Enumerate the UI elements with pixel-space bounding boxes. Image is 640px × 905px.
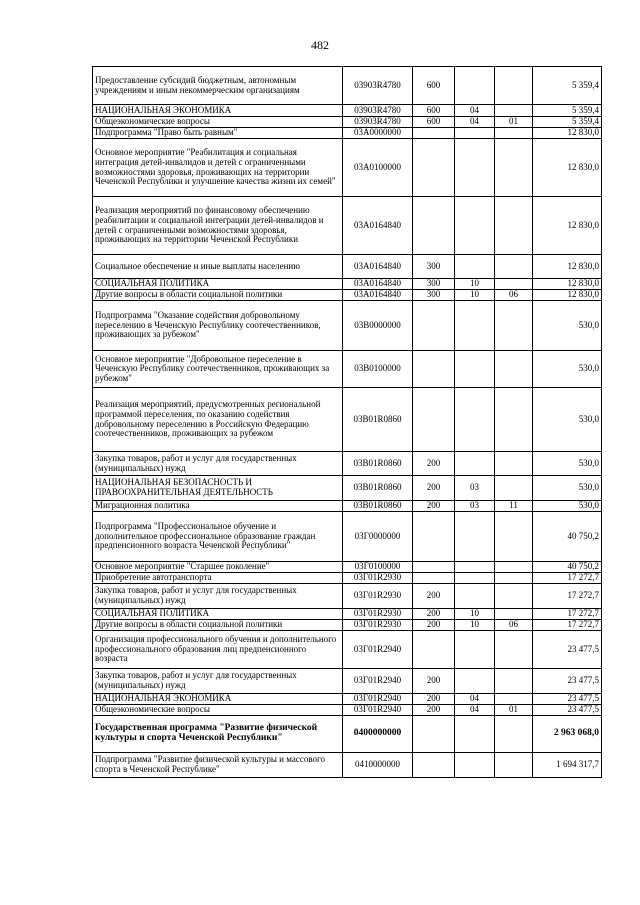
- row-name: Основное мероприятие "Добровольное переселение в Чеченскую Республику соотечественников, проживающих за рубежом": [93, 351, 343, 388]
- row-section: [455, 67, 495, 105]
- row-expense-type: 200: [413, 452, 455, 476]
- table-row: [93, 67, 602, 105]
- table-row: [93, 117, 602, 128]
- row-code: 03А0100000: [343, 139, 413, 197]
- row-code: 03Г0000000: [343, 512, 413, 562]
- row-section: [455, 255, 495, 279]
- row-section: 04: [455, 694, 495, 705]
- row-amount: 12 830,0: [533, 128, 602, 139]
- row-code: 03Г01R2930: [343, 620, 413, 631]
- row-name: Основное мероприятие "Реабилитация и социальная интеграция детей-инвалидов и детей с ограниченными возможностями здоровья, проживающих на территории Чеченской Республики и улучшение качества жизни их семей": [93, 139, 343, 197]
- row-expense-type: 300: [413, 290, 455, 301]
- row-code: 03Г0100000: [343, 562, 413, 573]
- row-section: [455, 573, 495, 584]
- row-subsection: [495, 452, 533, 476]
- row-section: [455, 197, 495, 255]
- row-amount: 2 963 068,0: [533, 716, 602, 753]
- row-section: [455, 512, 495, 562]
- row-expense-type: [413, 512, 455, 562]
- row-subsection: 06: [495, 290, 533, 301]
- row-expense-type: 200: [413, 584, 455, 609]
- row-expense-type: [413, 573, 455, 584]
- table-row: [93, 351, 602, 388]
- row-expense-type: [413, 388, 455, 452]
- row-section: [455, 669, 495, 694]
- row-name: Основное мероприятие "Старшее поколение": [93, 562, 343, 573]
- table-row: [93, 128, 602, 139]
- row-section: [455, 128, 495, 139]
- row-subsection: [495, 67, 533, 105]
- row-name: Закупка товаров, работ и услуг для государственных (муниципальных) нужд: [93, 584, 343, 609]
- row-expense-type: [413, 128, 455, 139]
- row-section: [455, 753, 495, 778]
- row-subsection: [495, 197, 533, 255]
- row-amount: 17 272,7: [533, 609, 602, 620]
- row-code: 03А0164840: [343, 290, 413, 301]
- table-row: [93, 573, 602, 584]
- row-name: Подпрограмма "Право быть равным": [93, 128, 343, 139]
- table-row: [93, 301, 602, 351]
- row-code: 0410000000: [343, 753, 413, 778]
- row-amount: 5 359,4: [533, 117, 602, 128]
- row-code: 03А0164840: [343, 255, 413, 279]
- row-expense-type: 200: [413, 669, 455, 694]
- row-name: Другие вопросы в области социальной политики: [93, 290, 343, 301]
- table-row: [93, 705, 602, 716]
- row-section: 03: [455, 476, 495, 501]
- row-subsection: [495, 716, 533, 753]
- row-name: Закупка товаров, работ и услуг для государственных (муниципальных) нужд: [93, 452, 343, 476]
- row-subsection: [495, 105, 533, 117]
- row-amount: 5 359,4: [533, 105, 602, 117]
- row-code: 03Г01R2940: [343, 705, 413, 716]
- row-subsection: [495, 139, 533, 197]
- row-subsection: [495, 255, 533, 279]
- row-code: 03903R4780: [343, 67, 413, 105]
- row-name: Социальное обеспечение и иные выплаты населению: [93, 255, 343, 279]
- table-row: [93, 620, 602, 631]
- row-amount: 17 272,7: [533, 573, 602, 584]
- row-amount: 40 750,2: [533, 562, 602, 573]
- row-section: 04: [455, 117, 495, 128]
- row-expense-type: 300: [413, 279, 455, 290]
- row-name: Закупка товаров, работ и услуг для государственных (муниципальных) нужд: [93, 669, 343, 694]
- row-subsection: [495, 476, 533, 501]
- row-section: 04: [455, 705, 495, 716]
- row-subsection: 01: [495, 705, 533, 716]
- row-subsection: 06: [495, 620, 533, 631]
- row-expense-type: [413, 351, 455, 388]
- row-expense-type: 200: [413, 501, 455, 512]
- row-amount: 17 272,7: [533, 620, 602, 631]
- row-code: 03А0164840: [343, 197, 413, 255]
- row-name: НАЦИОНАЛЬНАЯ ЭКОНОМИКА: [93, 694, 343, 705]
- row-code: 03В01R0860: [343, 452, 413, 476]
- row-subsection: [495, 694, 533, 705]
- table-row: [93, 501, 602, 512]
- row-code: 03А0000000: [343, 128, 413, 139]
- table-row: [93, 452, 602, 476]
- row-expense-type: 200: [413, 620, 455, 631]
- row-name: Общеэкономические вопросы: [93, 117, 343, 128]
- row-subsection: 01: [495, 117, 533, 128]
- table-row: [93, 105, 602, 117]
- table-row: [93, 290, 602, 301]
- row-expense-type: 600: [413, 105, 455, 117]
- row-expense-type: 200: [413, 609, 455, 620]
- row-expense-type: 200: [413, 476, 455, 501]
- row-subsection: [495, 351, 533, 388]
- row-code: 03903R4780: [343, 105, 413, 117]
- row-amount: 23 477,5: [533, 631, 602, 669]
- row-amount: 530,0: [533, 301, 602, 351]
- row-expense-type: [413, 631, 455, 669]
- row-section: [455, 388, 495, 452]
- row-name: Предоставление субсидий бюджетным, автономным учреждениям и иным некоммерческим организациям: [93, 67, 343, 105]
- row-name: Реализация мероприятий по финансовому обеспечению реабилитации и социальной интеграции детей-инвалидов и детей с ограниченными возможностями здоровья, проживающих на территории Чеченской Республики: [93, 197, 343, 255]
- row-name: СОЦИАЛЬНАЯ ПОЛИТИКА: [93, 279, 343, 290]
- row-code: 03В0100000: [343, 351, 413, 388]
- row-code: 03В01R0860: [343, 388, 413, 452]
- row-subsection: [495, 753, 533, 778]
- table-row: [93, 631, 602, 669]
- row-code: 03Г01R2940: [343, 694, 413, 705]
- row-code: 03903R4780: [343, 117, 413, 128]
- row-section: [455, 584, 495, 609]
- table-row: [93, 139, 602, 197]
- row-code: 03Г01R2930: [343, 584, 413, 609]
- row-amount: 17 272,7: [533, 584, 602, 609]
- row-subsection: 11: [495, 501, 533, 512]
- row-section: [455, 452, 495, 476]
- row-section: [455, 139, 495, 197]
- table-row: [93, 562, 602, 573]
- row-amount: 530,0: [533, 351, 602, 388]
- row-name: Подпрограмма "Развитие физической культуры и массового спорта в Чеченской Республике": [93, 753, 343, 778]
- row-amount: 23 477,5: [533, 694, 602, 705]
- row-code: 03В0000000: [343, 301, 413, 351]
- row-name: Другие вопросы в области социальной политики: [93, 620, 343, 631]
- row-amount: 40 750,2: [533, 512, 602, 562]
- row-section: 10: [455, 620, 495, 631]
- row-subsection: [495, 562, 533, 573]
- row-subsection: [495, 609, 533, 620]
- row-subsection: [495, 512, 533, 562]
- row-amount: 23 477,5: [533, 669, 602, 694]
- row-amount: 23 477,5: [533, 705, 602, 716]
- row-code: 03Г01R2940: [343, 669, 413, 694]
- table-row: [93, 694, 602, 705]
- table-row: [93, 512, 602, 562]
- row-expense-type: 300: [413, 255, 455, 279]
- table-row: [93, 255, 602, 279]
- row-subsection: [495, 573, 533, 584]
- row-expense-type: 600: [413, 67, 455, 105]
- table-row: [93, 669, 602, 694]
- row-code: 03В01R0860: [343, 476, 413, 501]
- row-section: 10: [455, 290, 495, 301]
- row-section: [455, 351, 495, 388]
- table-row: [93, 279, 602, 290]
- row-subsection: [495, 128, 533, 139]
- row-expense-type: [413, 197, 455, 255]
- row-name: Реализация мероприятий, предусмотренных региональной программой переселения, по оказанию содействия добровольному переселению в Российскую Федерацию соотечественников, проживающих за рубежом: [93, 388, 343, 452]
- row-expense-type: 200: [413, 705, 455, 716]
- row-amount: 530,0: [533, 452, 602, 476]
- row-name: Государственная программа "Развитие физической культуры и спорта Чеченской Республики": [93, 716, 343, 753]
- row-section: 10: [455, 279, 495, 290]
- row-name: Организация профессионального обучения и дополнительного профессионального образования лиц предпенсионного возраста: [93, 631, 343, 669]
- budget-table: [92, 66, 602, 778]
- row-name: Подпрограмма "Оказание содействия добровольному переселению в Чеченскую Республику соотечественников, проживающих за рубежом": [93, 301, 343, 351]
- row-name: НАЦИОНАЛЬНАЯ ЭКОНОМИКА: [93, 105, 343, 117]
- row-section: 03: [455, 501, 495, 512]
- row-section: [455, 562, 495, 573]
- row-code: 03А0164840: [343, 279, 413, 290]
- row-expense-type: [413, 139, 455, 197]
- row-expense-type: [413, 716, 455, 753]
- row-section: [455, 631, 495, 669]
- page-number: 482: [311, 38, 329, 52]
- row-name: Общеэкономические вопросы: [93, 705, 343, 716]
- row-amount: 530,0: [533, 388, 602, 452]
- row-expense-type: 200: [413, 694, 455, 705]
- table-row: [93, 197, 602, 255]
- table-row: [93, 609, 602, 620]
- row-expense-type: [413, 753, 455, 778]
- row-amount: 12 830,0: [533, 279, 602, 290]
- table-row: [93, 753, 602, 778]
- row-subsection: [495, 584, 533, 609]
- row-amount: 530,0: [533, 501, 602, 512]
- row-name: Приобретение автотранспорта: [93, 573, 343, 584]
- row-amount: 1 694 317,7: [533, 753, 602, 778]
- row-expense-type: [413, 301, 455, 351]
- row-amount: 12 830,0: [533, 197, 602, 255]
- row-code: 03Г01R2940: [343, 631, 413, 669]
- row-name: СОЦИАЛЬНАЯ ПОЛИТИКА: [93, 609, 343, 620]
- table-row: [93, 476, 602, 501]
- row-name: Подпрограмма "Профессиональное обучение и дополнительное профессиональное образование граждан предпенсионного возраста Чеченской Республики": [93, 512, 343, 562]
- row-amount: 5 359,4: [533, 67, 602, 105]
- row-code: 03В01R0860: [343, 501, 413, 512]
- row-section: [455, 301, 495, 351]
- row-amount: 12 830,0: [533, 139, 602, 197]
- row-section: 04: [455, 105, 495, 117]
- row-amount: 12 830,0: [533, 255, 602, 279]
- table-row: [93, 388, 602, 452]
- row-name: Миграционная политика: [93, 501, 343, 512]
- row-section: 10: [455, 609, 495, 620]
- row-amount: 530,0: [533, 476, 602, 501]
- table-row: [93, 716, 602, 753]
- row-expense-type: [413, 562, 455, 573]
- row-subsection: [495, 279, 533, 290]
- row-code: 0400000000: [343, 716, 413, 753]
- row-section: [455, 716, 495, 753]
- row-name: НАЦИОНАЛЬНАЯ БЕЗОПАСНОСТЬ И ПРАВООХРАНИТЕЛЬНАЯ ДЕЯТЕЛЬНОСТЬ: [93, 476, 343, 501]
- row-expense-type: 600: [413, 117, 455, 128]
- row-subsection: [495, 631, 533, 669]
- row-subsection: [495, 301, 533, 351]
- table-row: [93, 584, 602, 609]
- row-code: 03Г01R2930: [343, 609, 413, 620]
- row-subsection: [495, 388, 533, 452]
- row-code: 03Г01R2930: [343, 573, 413, 584]
- row-subsection: [495, 669, 533, 694]
- row-amount: 12 830,0: [533, 290, 602, 301]
